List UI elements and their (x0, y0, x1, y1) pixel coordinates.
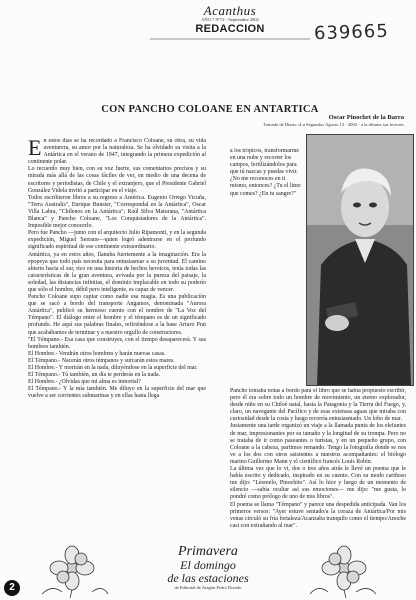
page-number: 2 (4, 580, 20, 596)
right-top-column (230, 148, 302, 388)
paragraph: a los trópicos, transformarme en una nube y recorrer los campos, fertilizándolos para que tú nazcas y puedas vivir. ¿No me reconoces en ti mismo, entonces? ¿Tu el limo que comes? ¿En tu sangre?" (230, 148, 301, 197)
right-flower-illustration (304, 544, 384, 598)
paragraph: Antártica, ya en estos años, Ilanuba fuertemente a la imaginación. Era la epopeya que todo país necesita para entusiasmar a su juventud. El camino abierto hacia el sur, rico en una historia de hechos heroicos, tenía todas las características de la gran aventura, avivada por la pureza del paisaje, la soledad, las distancias infinitas, el dominio implacable en todo su poderío que sólo el hombre, débil pero inteligente, es capaz de vencer. (28, 251, 206, 293)
footer-credit: de Editorial de Aragón Pedro Dorado (174, 585, 242, 590)
dialogue-line: El Hombre.- ¿Olvidas que mi alma es inmortal? (28, 379, 141, 386)
dialogue-line: "El Témpano.- Esa casa que construyes, con el tiempo desaparecerá. Y sus hombres también. (28, 336, 206, 350)
issue-line: AÑO 7 Nº72 - Septiembre 2002 (201, 17, 259, 22)
left-flower-illustration (32, 544, 112, 598)
paragraph: El poema se llama "Témpano" y parece una despedida anticipada. Van los primeros versos: "Ayer estuve sentado/a la coraza de Antártica/Por mis venas circuló su fría fortaleza/Acanzaba tranquilo como el tiempo/Anoche casi con extrañando al mar". (230, 501, 406, 529)
dialogue-line: El Hombre.- Y morirán en la nada, diluyéndose en la superficie del mar. (28, 365, 198, 371)
footer-subtitle-2: de las estaciones (167, 571, 249, 585)
masthead (150, 4, 310, 35)
footer-text-block (114, 544, 302, 591)
author-name: Oscar Pinochet de la Barra (328, 114, 404, 121)
dialogue-line: El Témpano.- Tú también, un día te perderás en la nada. (28, 372, 161, 379)
right-bottom-column (230, 388, 406, 530)
paragraph: Pero fue Pancho —junto con el arquitecto Julio Ripamonti, y en la segunda expedición, Miguel Serrano—quien logró adentrarse en el profundo significado espiritual de ese continente extraordinario. (28, 230, 206, 251)
dialogue-line: El Témpano.- Nacerán otros témpanos y surcarán estos mares. (28, 357, 175, 364)
footer-title: Primavera (178, 544, 238, 559)
header-rule (150, 38, 310, 40)
author-photo (306, 134, 414, 386)
paragraph: Pancho Coloane supo captar como nadie esa magia. Es una publicación que se sacó a bordo del transporte Angamos, denominada "Aurora Antártica", publicó su hermoso cuento con el nombre de "La Voz del Témpano". El diálogo entre el hombre y el témpano es de un significado profundo. He aquí sus palabras finales, refiriéndose a la base Arturo Prat que acabábamos de terminar y a nuestro orgullo de constructores. (28, 294, 206, 336)
drop-cap: E (28, 138, 42, 160)
section-title: REDACCION (195, 23, 265, 35)
handwritten-number: 639665 (313, 20, 390, 45)
dialogue-line: El Hombre.- Vendrán otros hombres y harán nuevas casas. (28, 350, 166, 357)
first-paragraph: En estos días se ha recordado a Francisco Coloane, su obra, su vida aventurera, su amor por la naturaleza. Se ha olvidado su visita a la Antártica en el verano de 1947, integrando la primera expedición al continente polar. (28, 138, 206, 166)
paragraph: La última vez que lo vi, dos o tres años atrás le llevé un poema que le había escrito y dedicado, inspirado en su cuento. Con su modo cariñoso me dijo: "Léemelo, Pinochito". Así lo hice y luego de un momento de silencio —sabía ocultar así sus emociones— me dijo: "me gusta, lo pondré como prólogo de uno de mis libros". (230, 466, 406, 501)
footer-subtitle: El domingo (180, 558, 236, 572)
paragraph: Justamente una tarde organizó un viaje a la llamada punta de los elefantes de mar, impresionantes por su tamaño y la longitud de su trompa. Pero no se trataba de ir como paseantes o turistas, y en un pequeño grupo, con Coloane a la cabeza, partimos remando. Tengo la fotografía donde se nos ve a los dos con otros asistentes a nuestros acompañantes: el biólogo marino Guillermo Mann y el científico francés Louis Robin. (230, 423, 406, 465)
paragraph: Lo recuerdo muy bien, con su voz fuerte, sus comentarios precisos y su mirada más allá de las cosas fáciles de ver, en medio de una decena de escritores y periodistas, de Chile y el extranjero, que el Presidente Gabriel González Videla invitó a participar en el viaje. (28, 166, 206, 194)
paragraph: Pancho tomaba notas a bordo para el libro que se había propuesto escribir, pero él era sobre todo un hombre de movimiento, un eterno explorador, desde niño en su Chiloé natal, hasta la Patagonia y la Tierra del Fuego, y, claro, un navegante del Pacífico y de esas extensas aguas que miraba con curiosidad desde la costa y luego recorría entusiasmado. Un lobo de mar. (230, 388, 406, 423)
magazine-name: Acanthus (203, 3, 257, 18)
portrait-image (307, 135, 413, 385)
footer-banner (32, 544, 384, 598)
dialogue-line: El Témpano.- Y la mía también. Me diluyo en la superficie del mar que vuelve a ser corrientes submarinas y en ellas hasta llega (28, 386, 206, 400)
byline (262, 114, 404, 128)
article-title: CON PANCHO COLOANE EN ANTARTICA (101, 104, 319, 115)
left-column (28, 138, 206, 530)
paragraph: Todos escribieron libros a su regreso a América. Eugenio Orrego Vicuña, "Terra Australis", Enrique Bunster, "Correspondal en la Antártica", Oscar Villa Labra, "Chilenos en la Antártica"; Raúl Silva Maturana, "Antártica Blanca" y Pancho Coloane, "Los Conquistadores de la Antártica". Imposible mejor conocerlo. (28, 194, 206, 230)
author-source-note: Tomado de Diario «La Segunda» Agosto 13 - 2002 - a la difunta sus lectores (263, 122, 404, 127)
